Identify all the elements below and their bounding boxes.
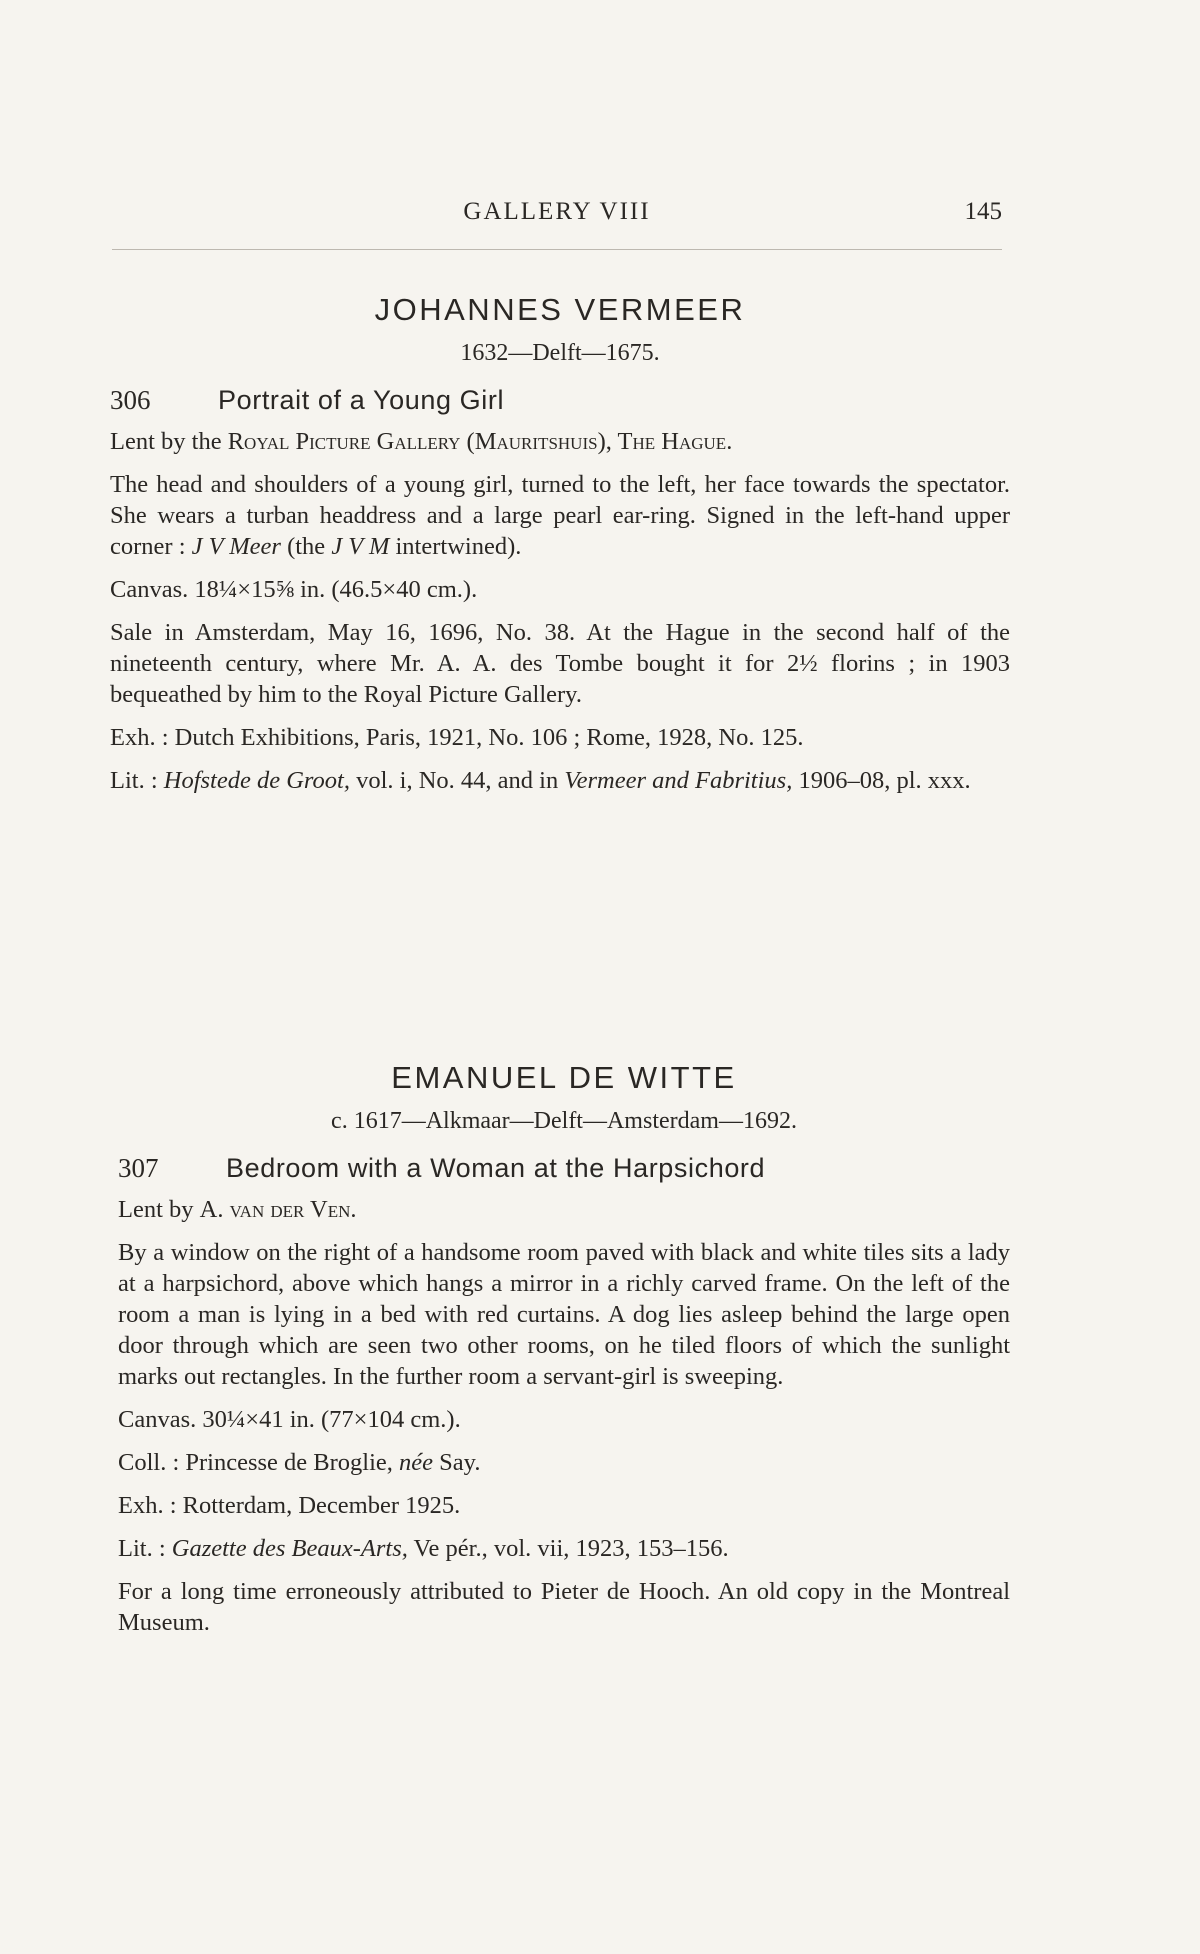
literature-end: Ve pér., vol. vii, 1923, 153–156.	[407, 1535, 729, 1562]
lender-prefix: Lent by	[118, 1196, 200, 1223]
artist-name: JOHANNES VERMEER	[374, 292, 746, 327]
catalogue-entry-307	[118, 1060, 1010, 1650]
signature: J V Meer	[191, 533, 281, 560]
lender-name: A. van der Ven	[199, 1196, 351, 1223]
literature-end: 1906–08, pl. xxx.	[792, 767, 971, 794]
lender-line	[118, 1194, 1010, 1225]
description-mid: (the	[280, 533, 332, 560]
page-number: 145	[964, 198, 1002, 225]
literature-ref: Hofstede de Groot,	[163, 767, 350, 794]
catalogue-number: 307	[118, 1153, 159, 1183]
monogram: J V M	[331, 533, 390, 560]
collection	[118, 1447, 1010, 1478]
catalogue-number: 306	[110, 385, 151, 415]
lender-name: Royal Picture Gallery (Mauritshuis), The Hague	[227, 428, 727, 455]
exhibitions: Exh. : Rotterdam, December 1925.	[118, 1492, 461, 1519]
literature-prefix: Lit. :	[110, 767, 164, 794]
running-title: GALLERY VIII	[463, 198, 651, 225]
canvas-dimensions: Canvas. 30¼×41 in. (77×104 cm.).	[118, 1406, 461, 1433]
literature	[118, 1533, 1010, 1564]
header-rule	[112, 249, 1002, 250]
collection-nee: née	[399, 1449, 434, 1476]
artist-dates: 1632—Delft—1675.	[460, 340, 660, 366]
description	[110, 469, 1010, 562]
literature-ref: Vermeer and Fabritius,	[564, 767, 793, 794]
attribution-note: For a long time erroneously attributed to Pieter de Hooch. An old copy in the Montreal Museum.	[118, 1578, 1010, 1636]
literature-mid: vol. i, No. 44, and in	[349, 767, 565, 794]
work-title: Bedroom with a Woman at the Harpsichord	[226, 1153, 766, 1183]
exhibitions: Exh. : Dutch Exhibitions, Paris, 1921, No. 106 ; Rome, 1928, No. 125.	[110, 724, 804, 751]
collection-end: Say.	[433, 1449, 481, 1476]
work-title: Portrait of a Young Girl	[218, 385, 505, 415]
entry-title-row	[110, 385, 1010, 416]
literature	[110, 765, 1010, 796]
description-text: The head and shoulders of a young girl, turned to the left, her face towards the spectator. She wears a turban headdress and a large pearl ear-ring. Signed in the left-hand upper corner :	[110, 471, 1010, 560]
artist-name: EMANUEL DE WITTE	[391, 1060, 737, 1095]
running-head	[112, 198, 1002, 232]
catalogue-entry-306	[110, 292, 1010, 808]
provenance: Sale in Amsterdam, May 16, 1696, No. 38. At the Hague in the second half of the nineteenth century, where Mr. A. A. des Tombe bought it for 2½ florins ; in 1903 bequeathed by him to the Royal Picture Gallery.	[110, 619, 1010, 708]
lender-line	[110, 426, 1010, 457]
literature-prefix: Lit. :	[118, 1535, 172, 1562]
description-end: intertwined).	[389, 533, 522, 560]
canvas-dimensions: Canvas. 18¼×15⅝ in. (46.5×40 cm.).	[110, 576, 478, 603]
description: By a window on the right of a handsome room paved with black and white tiles sits a lady at a harpsichord, above which hangs a mirror in a richly carved frame. On the left of the room a man is lying in a bed with red curtains. A dog lies asleep behind the large open door through which are seen two other rooms, on he tiled floors of which the sunlight marks out rectangles. In the further room a servant-girl is sweeping.	[118, 1239, 1010, 1390]
collection-prefix: Coll. : Princesse de Broglie,	[118, 1449, 400, 1476]
lender-suffix: .	[350, 1196, 357, 1223]
artist-dates: c. 1617—Alkmaar—Delft—Amsterdam—1692.	[331, 1108, 797, 1134]
entry-title-row	[118, 1153, 1010, 1184]
lender-suffix: .	[726, 428, 733, 455]
lender-prefix: Lent by the	[110, 428, 228, 455]
literature-ref: Gazette des Beaux-Arts,	[171, 1535, 408, 1562]
